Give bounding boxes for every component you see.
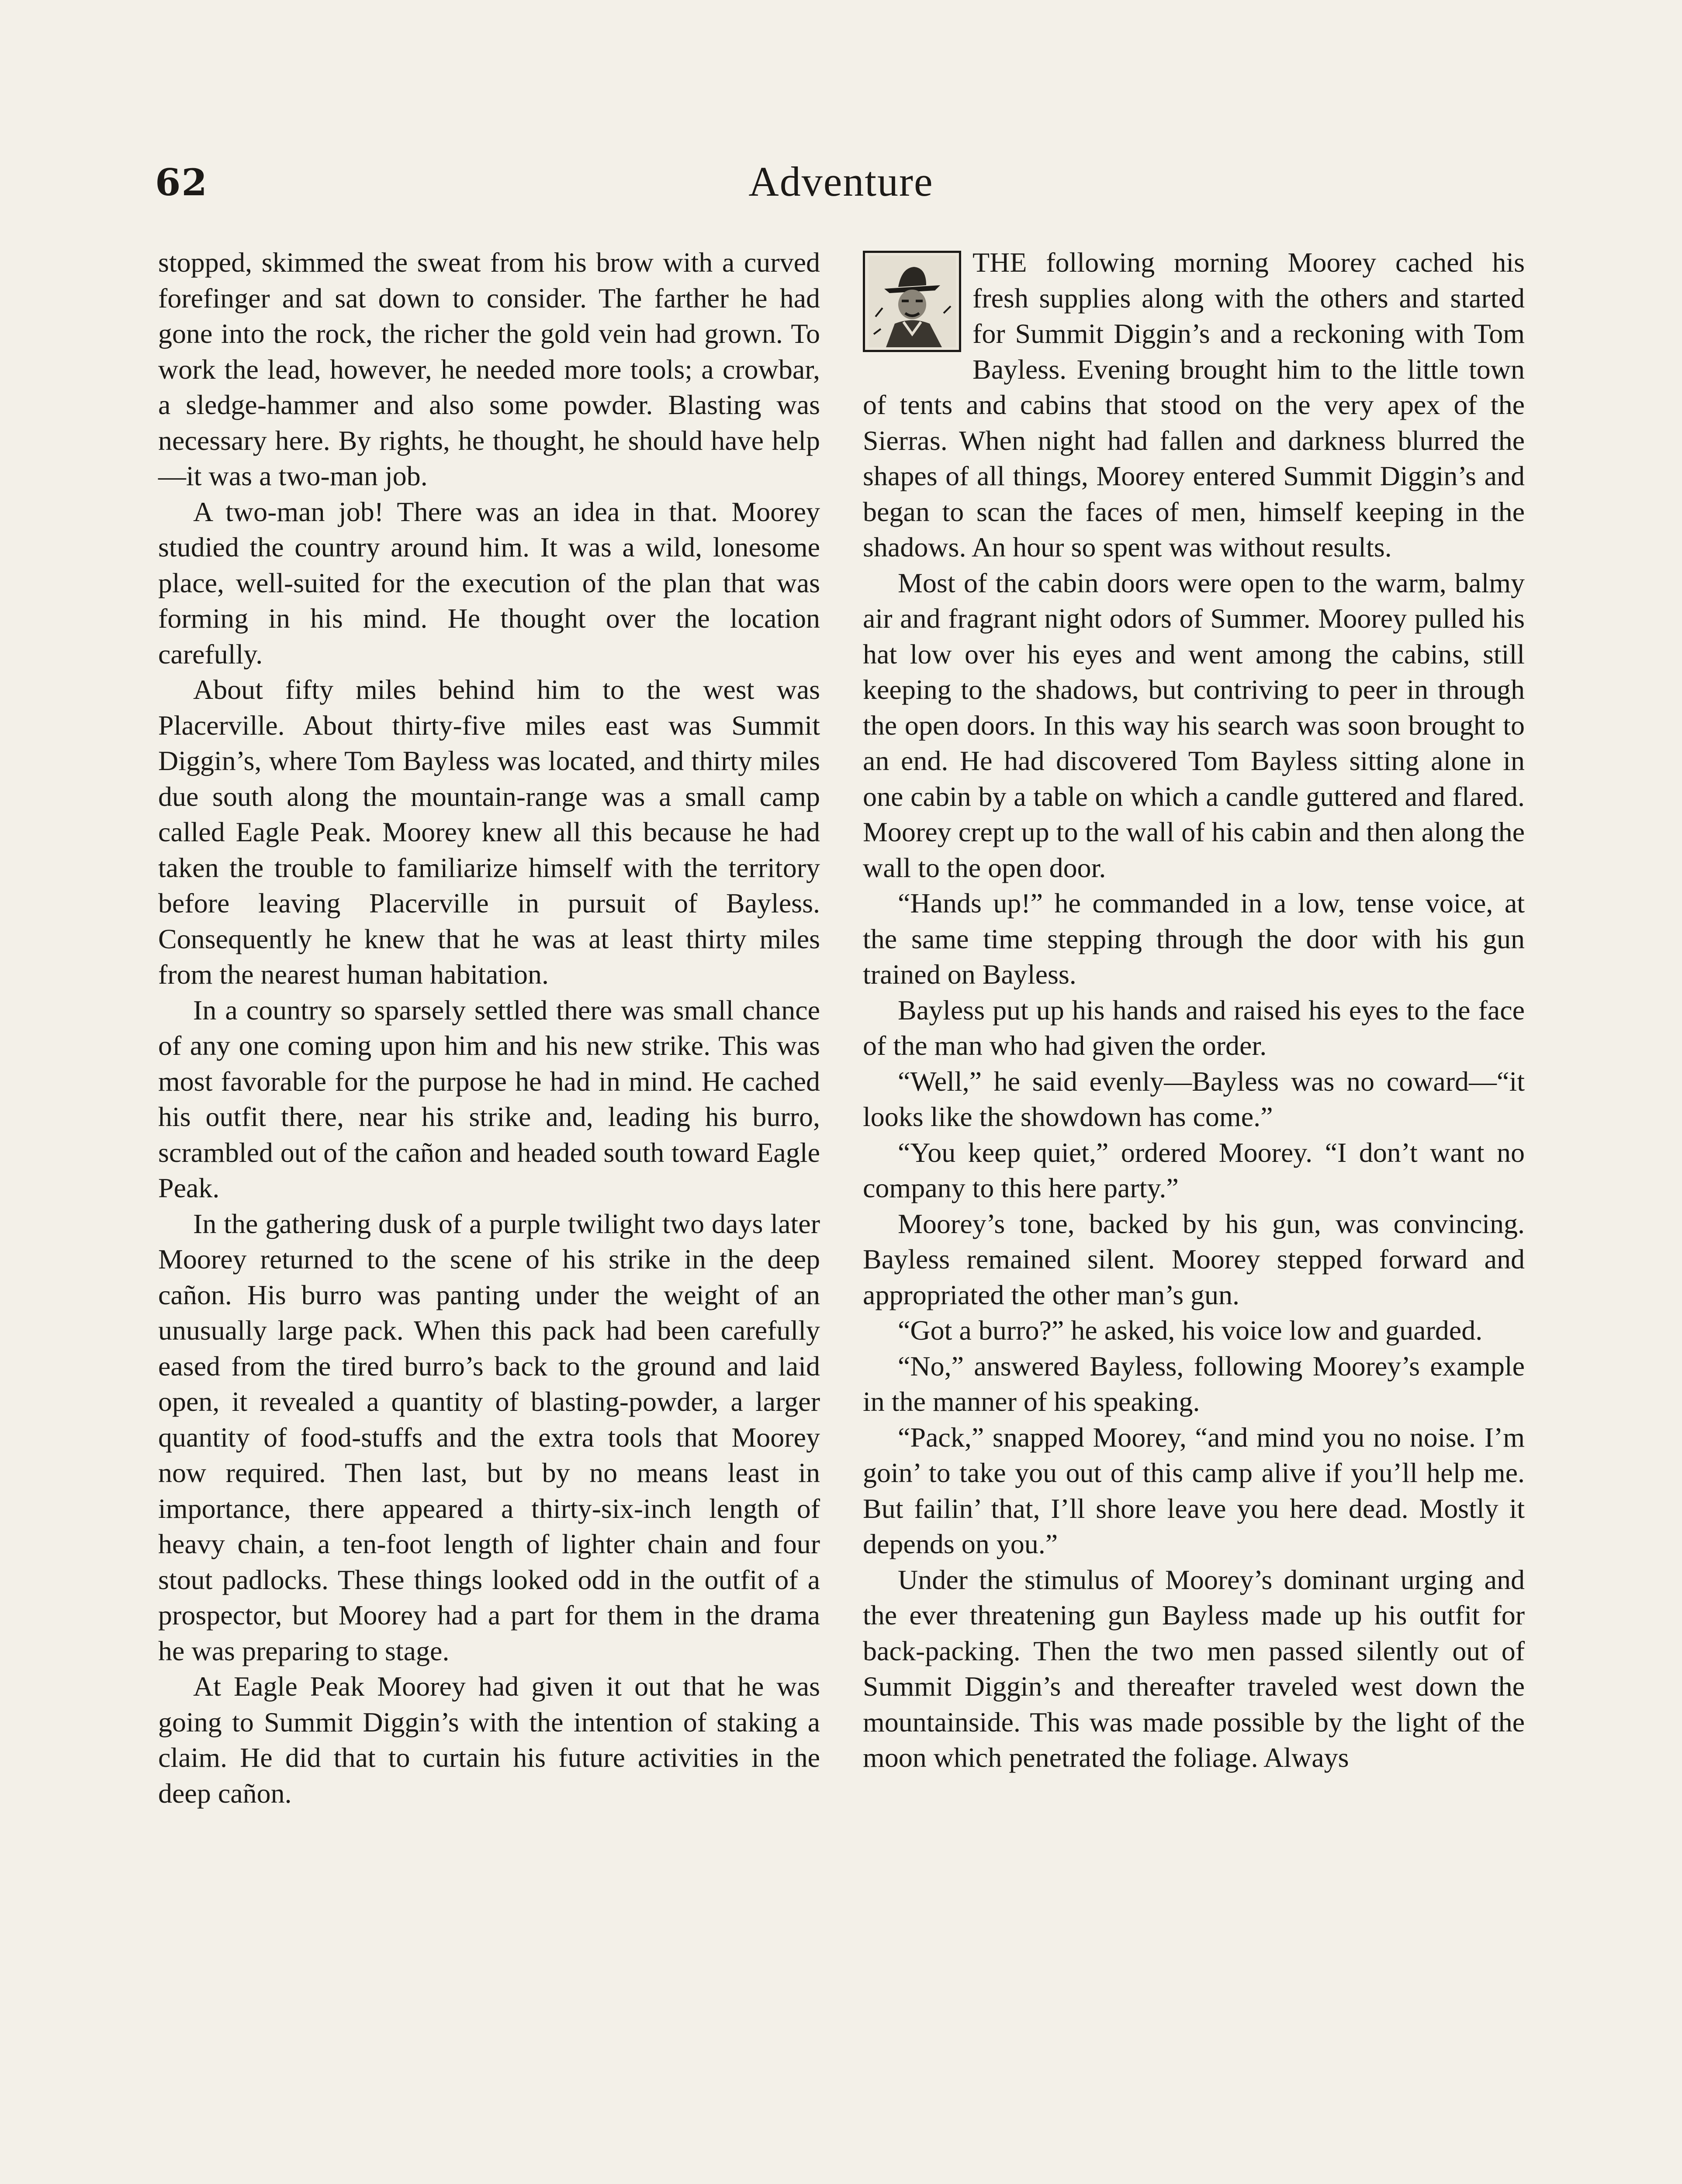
left-column: [158, 245, 820, 2184]
paragraph: “Well,” he said evenly—Bayless was no coward—“it looks like the showdown has come.”: [863, 1065, 1525, 1132]
paragraph: Most of the cabin doors were open to the warm, balmy air and fragrant night odors of Summer. Moorey pulled his hat low over his eyes and went among the cabins, still keeping to the shadows, but contriving to peer in through the open doors. In this way his search was soon brought to an end. He had discovered Tom Bayless sitting alone in one cabin by a table on which a candle guttered and flared. Moorey crept up to the wall of his cabin and then along the wall to the open door.: [863, 567, 1525, 883]
page-number: 62: [155, 161, 208, 204]
paragraph: Under the stimulus of Moorey’s dominant urging and the ever threatening gun Bayless made up his outfit for back-packing. Then the two men passed silently out of Summit Diggin’s and thereafter traveled west down the mountainside. This was made possible by the light of the moon which penetrated the foliage. Always: [863, 1564, 1525, 1773]
paragraph: “No,” answered Bayless, following Moorey’s example in the manner of his speaking.: [863, 1350, 1525, 1417]
paragraph: “Hands up!” he commanded in a low, tense voice, at the same time stepping through the door with his gun trained on Bayless.: [863, 888, 1525, 990]
paragraph: Bayless put up his hands and raised his eyes to the face of the man who had given the order.: [863, 994, 1525, 1061]
paragraph: Moorey’s tone, backed by his gun, was convincing. Bayless remained silent. Moorey stepped forward and appropriated the other man’s gun.: [863, 1208, 1525, 1310]
paragraph: “Got a burro?” he asked, his voice low and guarded.: [898, 1315, 1483, 1346]
paragraph: In the gathering dusk of a purple twilight two days later Moorey returned to the scene of his strike in the deep cañon. His burro was panting under the weight of an unusually large pack. When this pack had been carefully eased from the tired burro’s back to the ground and laid open, it revealed a quantity of blasting-powder, a larger quantity of food-stuffs and the extra tools that Moorey now required. Then last, but by no means least in importance, there appeared a thirty-six-inch length of heavy chain, a ten-foot length of lighter chain and four stout padlocks. These things looked odd in the outfit of a prospector, but Moorey had a part for them in the drama he was preparing to stage.: [158, 1208, 820, 1666]
paragraph: “You keep quiet,” ordered Moorey. “I don’t want no company to this here party.”: [863, 1137, 1525, 1203]
paragraph: In a country so sparsely settled there was small chance of any one coming upon him and his new strike. This was most favorable for the purpose he had in mind. He cached his outfit there, near his strike and, leading his burro, scrambled out of the cañon and headed south toward Eagle Peak.: [158, 994, 820, 1203]
cowboy-portrait-icon: [869, 256, 956, 347]
right-column: [863, 245, 1525, 2184]
paragraph: A two-man job! There was an idea in that. Moorey studied the country around him. It was a wild, lonesome place, well-suited for the execution of the plan that was forming in his mind. He thought over the location carefully.: [158, 496, 820, 670]
paragraph: At Eagle Peak Moorey had given it out that he was going to Summit Diggin’s with the intention of staking a claim. He did that to curtain his future activities in the deep cañon.: [158, 1671, 820, 1809]
dropcap-illustration: [863, 251, 961, 352]
running-head-title: Adventure: [748, 158, 934, 205]
paragraph: THE following morning Moorey cached his fresh supplies along with the others and started for Summit Diggin’s and a reckoning with Tom Bayless. Evening brought him to the little town of tents and cabins that stood on the very apex of the Sierras. When night had fallen and darkness blurred the shapes of all things, Moorey entered Summit Diggin’s and began to scan the faces of men, himself keeping in the shadows. An hour so spent was without results.: [863, 247, 1525, 563]
paragraph: About fifty miles behind him to the west was Placerville. About thirty-five miles east was Summit Diggin’s, where Tom Bayless was located, and thirty miles due south along the mountain-range was a small camp called Eagle Peak. Moorey knew all this because he had taken the trouble to familiarize himself with the territory before leaving Placerville in pursuit of Bayless. Consequently he knew that he was at least thirty miles from the nearest human habitation.: [158, 674, 820, 990]
paragraph: “Pack,” snapped Moorey, “and mind you no noise. I’m goin’ to take you out of this camp alive if you’ll help me. But failin’ that, I’ll shore leave you here dead. Mostly it depends on you.”: [863, 1421, 1525, 1559]
paragraph: stopped, skimmed the sweat from his brow with a curved forefinger and sat down to consider. The farther he had gone into the rock, the richer the gold vein had grown. To work the lead, however, he needed more tools; a crowbar, a sledge-hammer and also some powder. Blasting was necessary here. By rights, he thought, he should have help—it was a two-man job.: [158, 247, 820, 491]
